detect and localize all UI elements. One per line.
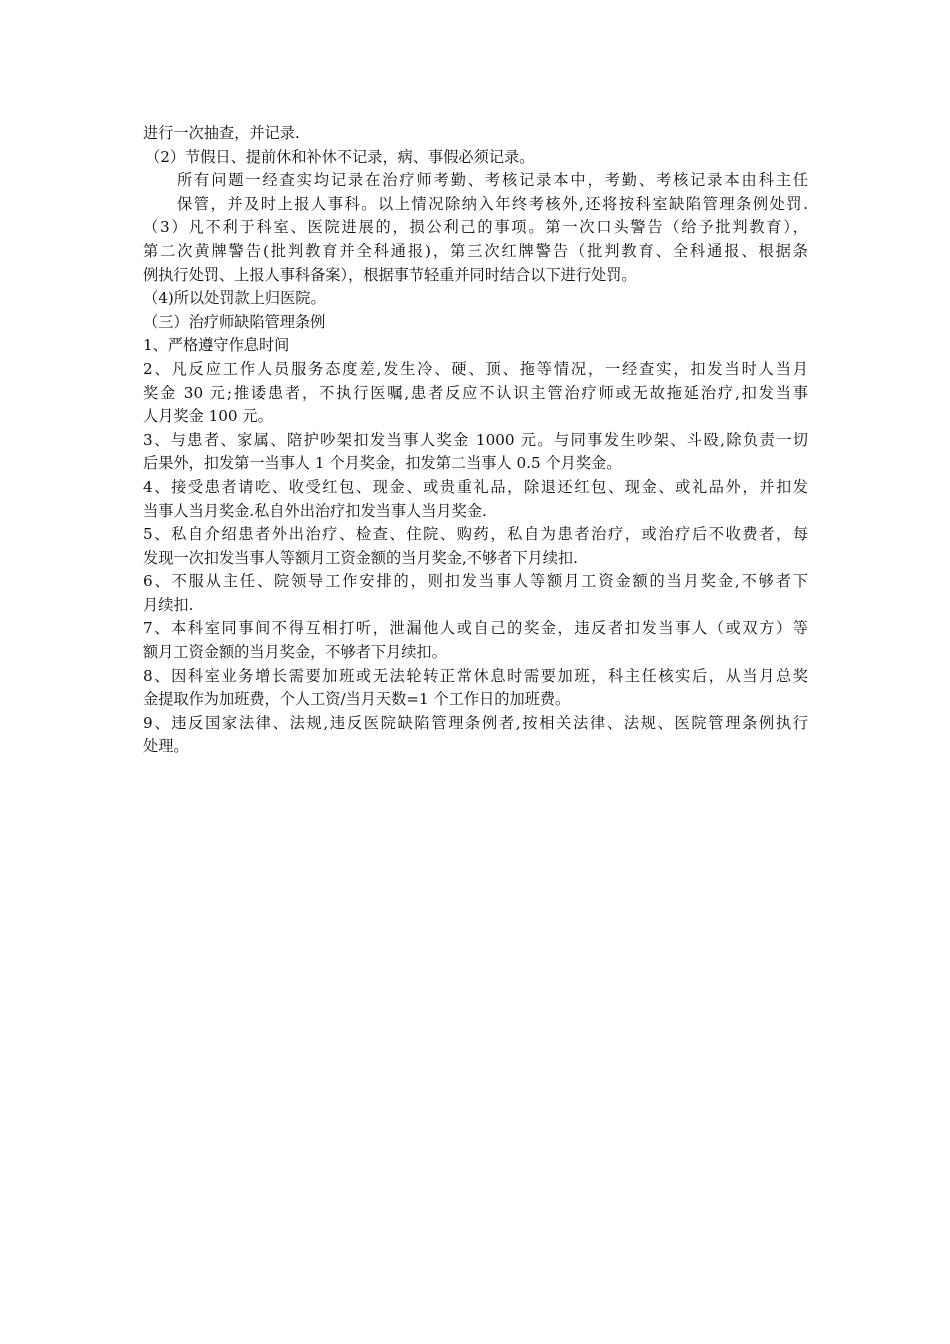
text-line: 人月奖金 100 元。 (143, 407, 273, 426)
text-line: 例执行处罚、上报人事科备案），根据事节轻重并同时结合以下进行处罚。 (143, 265, 637, 284)
text-line: （4)所以处罚款上归医院。 (143, 289, 326, 308)
text-line: 进行一次抽查，并记录. (143, 124, 300, 142)
text-line: 额月工资金额的当月奖金，不够者下月续扣。 (143, 643, 447, 662)
list-item: 7、本科室同事间不得互相打听，泄漏他人或自己的奖金，违反者扣发当事人（或双方）等 (143, 619, 808, 638)
text-line: 当事人当月奖金.私自外出治疗扣发当事人当月奖金. (143, 501, 487, 520)
document-body (143, 122, 808, 759)
list-item: 8、因科室业务增长需要加班或无法轮转正常休息时需要加班，科主任核实后，从当月总奖 (143, 666, 808, 685)
list-item: 3、与患者、家属、陪护吵架扣发当事人奖金 1000 元。与同事发生吵架、斗殴,除负责一切 (143, 430, 808, 449)
text-line: 第二次黄牌警告(批判教育并全科通报)，第三次红牌警告（批判教育、全科通报、根据条 (143, 241, 808, 260)
text-line: 金提取作为加班费，个人工资/当月天数=1 个工作日的加班费。 (143, 690, 571, 709)
section-heading: （三）治疗师缺陷管理条例 (143, 312, 326, 331)
text-line: 所有问题一经查实均记录在治疗师考勤、考核记录本中，考勤、考核记录本由科主任 (177, 171, 808, 190)
list-item: 4、接受患者请吃、收受红包、现金、或贵重礼品，除退还红包、现金、或礼品外，并扣发 (143, 477, 808, 496)
text-line: 奖金 30 元;推诿患者，不执行医嘱,患者反应不认识主管治疗师或无故拖延治疗,扣发当事 (143, 383, 808, 402)
text-line: 发现一次扣发当事人等额月工资金额的当月奖金,不够者下月续扣. (143, 548, 578, 567)
list-item: 1、严格遵守作息时间 (143, 336, 290, 355)
text-line: （2）节假日、提前休和补休不记录，病、事假必须记录。 (145, 147, 535, 166)
list-item: 9、违反国家法律、法规,违反医院缺陷管理条例者,按相关法律、法规、医院管理条例执行 (143, 713, 808, 732)
list-item: 6、不服从主任、院领导工作安排的，则扣发当事人等额月工资金额的当月奖金,不够者下 (143, 572, 808, 591)
text-line: 后果外，扣发第一当事人 1 个月奖金，扣发第二当事人 0.5 个月奖金。 (143, 454, 622, 473)
text-line: （3）凡不利于科室、医院进展的，损公利己的事项。第一次口头警告（给予批判教育）， (143, 218, 808, 237)
list-item: 5、私自介绍患者外出治疗、检查、住院、购药，私自为患者治疗，或治疗后不收费者，每 (143, 525, 808, 544)
text-line: 月续扣. (143, 595, 194, 614)
list-item: 2、凡反应工作人员服务态度差,发生冷、硬、顶、拖等情况，一经查实，扣发当时人当月 (143, 359, 808, 378)
text-line: 保管，并及时上报人事科。以上情况除纳入年终考核外,还将按科室缺陷管理条例处罚. (177, 194, 808, 213)
text-line: 处理。 (143, 737, 189, 756)
